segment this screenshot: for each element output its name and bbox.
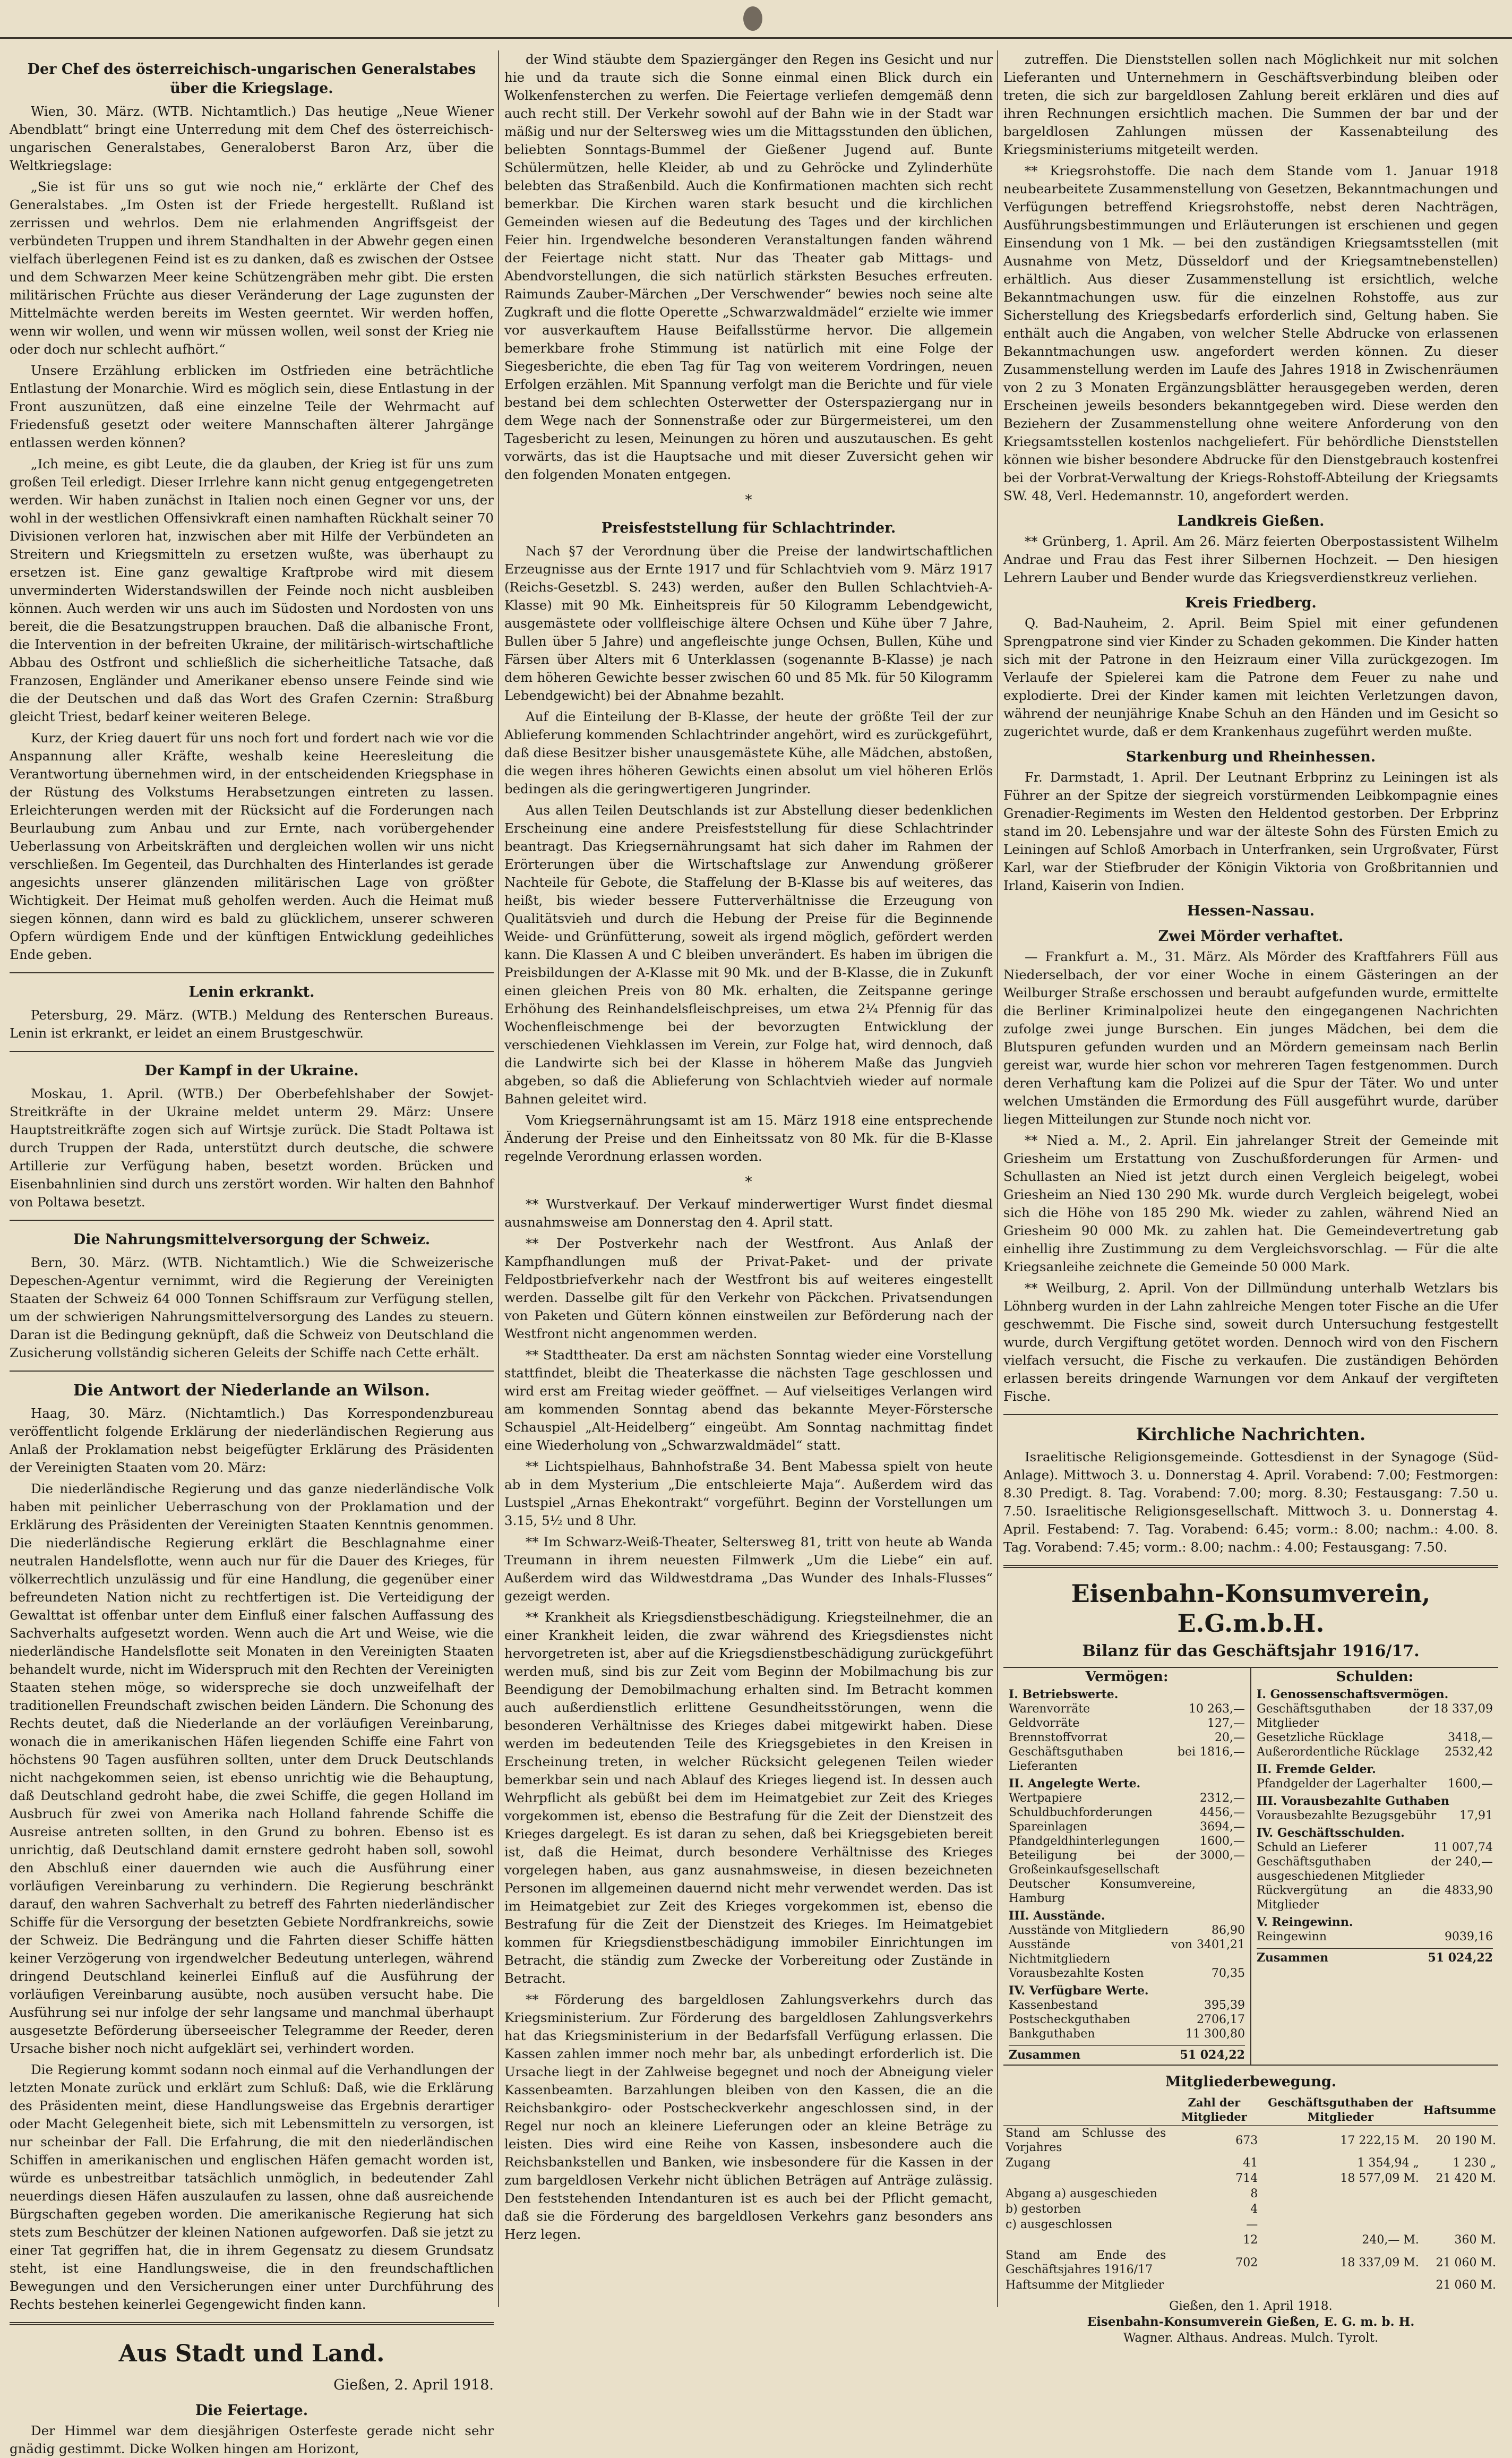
table-cell: Stand am Schlusse des Vorjahres — [1006, 2127, 1166, 2154]
balance-amount: 3401,21 — [1197, 1938, 1245, 1951]
table-row — [1003, 2232, 1498, 2248]
section-divider — [10, 2322, 494, 2325]
paragraph: Bern, 30. März. (WTB. Nichtamtlich.) Wie die Schweizerische Depeschen-Agentur vernimmt, wird die Regierung der Vereinigten Staaten der Schweiz 64 000 Tonnen Schiffsraum zur Verfügung stellen, um der schwierigen Nahrungsmittelversorgung des Landes zu steuern. Daran ist die Bedingung geknüpft, daß die Schweiz von Deutschland die Zusicherung vollständig sicheren Geleits der Schiffe nach Cette erhält. — [10, 1255, 494, 1360]
balance-section-title — [1009, 1777, 1245, 1791]
region-heading: Starkenburg und Rheinhessen. — [1126, 749, 1376, 765]
balance-row — [1009, 1848, 1245, 1906]
balance-label: Pfandgeldhinterlegungen — [1009, 1835, 1160, 1848]
table-cell: 4 — [1250, 2203, 1258, 2216]
table-cell: 1 230 „ — [1453, 2156, 1496, 2170]
balance-label: Gesetzliche Rücklage — [1257, 1731, 1384, 1744]
paragraph: zutreffen. Die Dienststellen sollen nach Möglichkeit nur mit solchen Lieferanten und Unternehmern in Geschäftsverbindung bleiben oder treten, die sich zur bargeldlosen Zahlung bereit erklären und dies auf ihren Rechnungen ersichtlich machen. Die Summen der bar und der bargeldlosen Zahlungen müssen der Kassenabteilung des Kriegsministeriums mitgeteilt werden. — [1003, 52, 1498, 157]
balance-amount: 86,90 — [1212, 1924, 1245, 1937]
balance-label: V. Reingewinn. — [1257, 1915, 1353, 1929]
balance-row — [1257, 1702, 1493, 1731]
column-1 — [10, 50, 494, 2456]
paragraph: Aus allen Teilen Deutschlands ist zur Abstellung dieser bedenklichen Erscheinung eine andere Preisfeststellung für diese Schlachtrinder beantragt. Das Kriegsernährungsamt hat sich daher im Rahmen der Erörterungen über die Wirtschaftslage zur Anwendung größerer Nachteile für Gebote, die Staffelung der B-Klasse bis auf weiteres, das heißt, bis wieder bessere Futterverhältnisse die Erzeugung von Qualitätsvieh und durch die Hebung der Preise für die Beginnende Weide- und Grünfütterung, soweit als irgend möglich, gefördert werden kann. Die Klassen A und C bleiben unverändert. Es haben im übrigen die Preisbildungen der A-Klasse mit 90 Mk. und der B-Klasse, die in Zukunft einen gleichen Preis von 80 Mk. erhalten, die Zeitspanne geringe Erhöhung des Reinhandelsfleischpreises, um etwa 2¼ Pfennig für das Wochenfleischmenge bei der bevorzugten Entwicklung der verschiedenen Viehklassen im Verein, zur Folge hat, wird dennoch, daß die Landwirte sich bei der Klasse in höherem Maße das Jungvieh abgeben, so daß die Ablieferung von Schlachtvieh wieder auf normale Bahnen geleitet wird. — [504, 802, 993, 1107]
balance-row — [1009, 2012, 1245, 2027]
balance-amount: 10 263,— — [1189, 1702, 1245, 1716]
paragraph: Israelitische Religionsgemeinde. Gottesdienst in der Synagoge (Süd-Anlage). Mittwoch 3. u. Donnerstag 4. April. Vorabend: 7.00; Festmorgen: 8.30 Predigt. 8. Tag. Vorabend: 7.00; morg. 8.30; Festausgang: 7.50 u. 7.50. Israelitische Religionsgesellschaft. Mittwoch 3. u. Donnerstag 4. April. Festabend: 7. Tag. Vorabend: 6.45; vorm.: 8.00; nachm.: 4.00. 8. Tag. Vorabend: 7.45; vorm.: 8.00; nachm.: 4.00; Festausgang: 7.50. — [1003, 1449, 1498, 1555]
liabilities-total — [1257, 1948, 1493, 1965]
paragraph: „Ich meine, es gibt Leute, die da glauben, der Krieg ist für uns zum großen Teil erledigt. Dieser Irrlehre kann nicht genug entgegengetreten werden. Wir haben zunächst in Italien noch einen Gegner vor uns, der wohl in der westlichen Offensivkraft einen namhaften Rückhalt seiner 70 Divisionen verloren hat, inzwischen aber mit Hilfe der Verbündeten an Streitern und Kriegsmitteln zu ersetzen wußte, was überhaupt zu ersetzen ist. Eine ganz gewaltige Kraftprobe wird mit diesem unverminderten Widerstandswillen der Feinde noch nicht ausbleiben können. Auch werden wir uns auch im Südosten und Nordosten von uns bereit, die die Besatzungstruppen brauchen. Daß die albanische Front, die Intervention in der befreiten Ukraine, der militärisch-wirtschaftliche Abbau des Ostfront und schließlich die sicherheitliche Tatsache, daß Franzosen, Engländer und Amerikaner ebenso unsere Feinde sind wie die der Deutschen und daß das Wort des Grafen Czernin: Straßburg gleicht Triest, bedarf keiner weiteren Belege. — [10, 456, 494, 724]
ad-divider — [1003, 1565, 1498, 1568]
region-heading: Landkreis Gießen. — [1177, 513, 1325, 529]
table-cell: 1 354,94 „ — [1357, 2156, 1419, 2170]
separator-star: * — [745, 1174, 752, 1190]
balance-label: Schuldbuchforderungen — [1009, 1806, 1153, 1819]
paragraph: ** Nied a. M., 2. April. Ein jahrelanger Streit der Gemeinde mit Griesheim um Erstattung von Zuschußforderungen für Armen- und Schullasten an Nied ist jetzt durch einen Vergleich beigelegt, wobei Griesheim an Nied 130 290 Mk. wurde durch Vergleich beigelegt, wobei sich die Höhe von 185 290 Mk. wieder zu zahlen, während Nied an Griesheim 90 000 Mk. zu zahlen hat. Die Gemeindevertretung gab einhellig ihre Zustimmung zu dem Vergleichsvorschlag. — Für die alte Kriegsanleihe zeichnete die Gemeinde 50 000 Mark. — [1003, 1133, 1498, 1274]
paragraph: Auf die Einteilung der B-Klasse, der heute der größte Teil der zur Ablieferung kommenden Schlachtrinder angehört, wird es zurückgeführt, daß diese Besitzer bisher unausgemästete Kühe, alle Mädchen, abstoßen, die wegen ihres höheren Gewichts einen absolut um viel höheren Erlös bedingen als die geringwertigeren Jungrinder. — [504, 709, 993, 797]
balance-section-title — [1009, 1909, 1245, 1923]
balance-amount: 2532,42 — [1445, 1745, 1493, 1759]
balance-row — [1009, 1938, 1245, 1966]
region-heading: Kreis Friedberg. — [1185, 595, 1317, 611]
liabilities-side — [1250, 1668, 1498, 2065]
balance-amount: 11 007,74 — [1433, 1841, 1493, 1854]
separator-star: * — [745, 492, 752, 508]
liabilities-rows — [1257, 1688, 1493, 1944]
region-heading: Hessen-Nassau. — [1187, 903, 1315, 919]
membership-heading: Mitgliederbewegung. — [1165, 2074, 1337, 2090]
table-row — [1003, 2126, 1498, 2156]
membership-table — [1003, 2094, 1498, 2293]
section-title: Kirchliche Nachrichten. — [1136, 1424, 1366, 1444]
balance-section-title — [1257, 1794, 1493, 1809]
balance-label: Vorausbezahlte Bezugsgebühr — [1257, 1809, 1437, 1822]
article-title: Die Antwort der Niederlande an Wilson. — [73, 1381, 430, 1400]
balance-section-title — [1257, 1826, 1493, 1840]
table-cell: Haftsumme der Mitglieder — [1006, 2279, 1164, 2292]
sign-names: Wagner. Althaus. Andreas. Mulch. Tyrolt. — [1123, 2331, 1379, 2345]
table-cell — [1260, 2202, 1421, 2217]
table-cell: 41 — [1243, 2156, 1258, 2170]
article-title: Der Chef des österreichisch-ungarischen Generalstabes über die Kriegslage. — [27, 61, 476, 97]
paragraph: Nach §7 der Verordnung über die Preise der landwirtschaftlichen Erzeugnisse aus der Ernte 1917 und für Schlachtvieh vom 9. März 1917 (Reichs-Gesetzbl. S. 243) werden, außer den Bullen Schlachtvieh-A-Klasse) mit 90 Mk. Einheitspreis für 50 Kilogramm Lebendgewicht, ausgemästete oder vollfleischige ältere Ochsen und Kühe über 7 Jahre, Bullen über 5 Jahre) und angefleischte junge Ochsen, Bullen, Kühe und Färsen über Alters mit 6 Unterklassen (sogenannte B-Klasse) je nach dem höheren Gewichte besser zwischen 60 und 85 Mk. für 50 Kilogramm Lebendgewicht) bei der Abnahme bezahlt. — [504, 543, 993, 703]
balance-amount: 17,91 — [1459, 1809, 1493, 1822]
balance-row — [1257, 1840, 1493, 1855]
column-header — [1003, 2094, 1168, 2126]
paragraph: Kurz, der Krieg dauert für uns noch fort und fordert nach wie vor die Anspannung aller Kräfte, weshalb keine Heeresleitung die Verantwortung übernehmen wird, in der entscheidenden Kriegsphase in der Rüstung des Volkstums Herabsetzungen eintreten zu lassen. Erleichterungen werden mit der Rücksicht auf die Forderungen nach Beurlaubung zum Anbau und zur Ernte, nach vorübergehender Ueberlassung von Arbeitskräften und dergleichen wollen wir uns nicht verschließen. Im Gegenteil, das Durchhalten des Hinterlandes ist gerade angesichts unserer glänzenden militärischen Lage von größter Wichtigkeit. Der Heimat muß geholfen werden. Auch die Heimat muß siegen können, dann wird es bald zu glücklichem, unserer schweren Opfern würdigem Ende und der künftigen Entwicklung gedeihliches Ende geben. — [10, 730, 494, 962]
balance-label: Ausstände von Mitgliedern — [1009, 1924, 1169, 1937]
signature-block — [1003, 2298, 1498, 2346]
article-title: Die Feiertage. — [195, 2402, 308, 2419]
paragraph: ** Im Schwarz-Weiß-Theater, Seltersweg 81, tritt von heute ab Wanda Treumann in ihrem neuesten Filmwerk „Um die Liebe“ ein auf. Außerdem wird das Wildwestdrama „Das Wunder des Inhals-Flusses“ gezeigt werden. — [504, 1534, 993, 1604]
column-2 — [504, 50, 993, 2307]
balance-label: I. Genossenschaftsvermögen. — [1257, 1688, 1449, 1701]
table-cell: 240,— M. — [1362, 2233, 1419, 2247]
paragraph: Die niederländische Regierung und das ganze niederländische Volk haben mit peinlicher Ueberraschung von der Proklamation und der Erklärung des Präsidenten der Vereinigten Staaten Kenntnis genommen. Die niederländische Regierung erklärt die Beschlagnahme einer neutralen Handelsflotte, wenn auch nur für die Dauer des Krieges, für völkerrechtlich unzulässig und für eine Handlung, die gegenüber einer befreundeten Nation nicht zu rechtfertigen ist. Die Verteidigung der Gewalttat ist offenbar unter dem Einfluß einer falschen Auffassung des Sachverhalts aufgesetzt worden. Wenn auch die Art und Weise, wie die niederländische Handelsflotte seit Monaten in den Vereinigten Staaten behandelt wurde, nicht im Widerspruch mit den Rechten der Vereinigten Staaten stehen möge, so widerspreche sie doch unzweifelhaft der traditionellen Freundschaft zwischen beiden Ländern. Die Schonung des Rechts deutet, daß die Niederlande an der vorläufigen Vereinbarung, wonach die in amerikanischen Häfen liegenden Schiffe eine Fahrt von höchstens 90 Tagen ausführen sollten, unter dem Druck Deutschlands nicht nachgekommen seien, ist ebenso unrichtig wie die Behauptung, daß Deutschland gedroht habe, die zwei Schiffe, die gegen Holland im Ausbruch für zwei von Amerika nach Holland fahrende Schiffe die Ausreise antreten sollten, in den Grund zu bohren. Ebenso ist es unrichtig, daß Deutschland damit ernstere gedroht haben soll, sowohl den Abschluß einer dauernden wie auch die Ausführung einer vorläufigen Vereinbarung zu verhindern. Die Regierung beschränkt darauf, den wahren Sachverhalt zu betreff des Fahrten niederländischer Schiffe für die Versorgung der besetzten Gebiete Nordfrankreichs, sowie der Schweiz. Die Bedrängung und die Fahrten dieser Schiffe hätten keiner Verzögerung von irgendwelcher Bedeutung unterlegen, während dringend Deutschland keinerlei Einfluß auf die Ausführung der vorläufigen Vereinbarung ausübte, noch ausüben versucht habe. Die Ausführung sei nur infolge der sehr langsame und manchmal überhaupt ausgesetzte Beförderung überseeischer Telegramme der Reeder, deren Ursache bisher noch nicht aufgeklärt sei, verhindert worden. — [10, 1481, 494, 2056]
balance-label: Rückvergütung an die Mitglieder — [1257, 1884, 1441, 1912]
balance-amount: 4456,— — [1200, 1806, 1245, 1819]
balance-row — [1009, 1820, 1245, 1834]
paragraph: Petersburg, 29. März. (WTB.) Meldung des Renterschen Bureaus. Lenin ist erkrankt, er leidet an einem Brustgeschwür. — [10, 1007, 494, 1041]
balance-amount: 1816,— — [1200, 1745, 1245, 1759]
balance-row — [1257, 1883, 1493, 1912]
article-title: Zwei Mörder verhaftet. — [1158, 928, 1344, 945]
table-cell — [1421, 2217, 1498, 2232]
column-rule-1 — [498, 50, 499, 2307]
paragraph: ** Krankheit als Kriegsdienstbeschädigung. Kriegsteilnehmer, die an einer Krankheit leiden, die zwar während des Kriegsdienstes nicht hervorgetreten ist, aber auf die Kriegsdienstbeschädigung zurückgeführt werden muß, sind bis zur Zeit vom Beginn der Mobilmachung bis zur Beendigung der Demobilmachung erhalten sind. Im Betracht kommen auch außerdienstlich erlittene Gesundheitsstörungen, wenn die besonderen Verhältnisse des Krieges dabei mitgewirkt haben. Diese werden im bedeutenden Teile des Kriegsgebietes in den Kreisen in Erscheinung treten, in welcher Rücksicht gelegenen Teilen wieder bemerkbar sein und nach Ablauf des Krieges liegend ist. In dessen auch Wehrpflicht als gebüßt bei dem im Heimatgebiet zur Zeit des Krieges vorgekommen ist, ebenso die Bestrafung für die Zeit der Dienstzeit des Krieges dargelegt. Es ist daran zu sehen, daß bei Kriegsgebieten bereit ist, daß die Heimat, durch besondere Verhältnisse des Krieges vorgelegen haben, aus ganz ausnahmsweise, in diesen bezeichneten Personen im allgemeinen dauernd nicht mehr verwendet werden. Das ist im Heimatgebiet zur Zeit des Krieges vorgekommen ist, ebenso die Bestrafung für die Zeit der Dienstzeit des Krieges. Im Heimatgebiet kommen für Kriegsdienstbeschädigung immobiler Einrichtungen im Betracht, die ständig zum Zwecke der Vorbereitung oder Zustände in Betracht. — [504, 1609, 993, 1986]
balance-amount: 3694,— — [1200, 1820, 1245, 1834]
table-cell: 21 060 M. — [1436, 2256, 1496, 2269]
paragraph: Wien, 30. März. (WTB. Nichtamtlich.) Das heutige „Neue Wiener Abendblatt“ bringt eine Unterredung mit dem Chef des österreichisch-ungarischen Generalstabes, Generaloberst Baron Arz, über die Weltkriegslage: — [10, 104, 494, 173]
dateline: Gießen, 2. April 1918. — [333, 2377, 494, 2393]
table-cell: c) ausgeschlossen — [1006, 2218, 1113, 2231]
balance-label: Warenvorräte — [1009, 1702, 1090, 1716]
paragraph: Q. Bad-Nauheim, 2. April. Beim Spiel mit einer gefundenen Sprengpatrone sind vier Kinder zu Schaden gekommen. Die Kinder hatten sich mit der Patrone in den Heizraum einer Villa zurückgezogen. Im Verlaufe der Spielerei kam die Patrone dem Feuer zu nahe und explodierte. Drei der Kinder kamen mit leichten Verletzungen davon, während der neunjährige Knabe Schuh an den Händen und im Gesicht so zugerichtet wurde, daß er dem Krankenhaus zugeführt werden mußte. — [1003, 615, 1498, 739]
ad-title: Eisenbahn-Konsumverein, E.G.m.b.H. — [1071, 1579, 1431, 1638]
balance-amount: 70,35 — [1212, 1967, 1245, 1980]
balance-row — [1257, 1731, 1493, 1745]
assets-side — [1003, 1668, 1250, 2065]
balance-amount: 3418,— — [1448, 1731, 1493, 1744]
balance-label: Reingewinn — [1257, 1930, 1327, 1943]
balance-amount: 3000,— — [1200, 1849, 1245, 1862]
balance-label: I. Betriebswerte. — [1009, 1688, 1119, 1701]
balance-amount: 240,— — [1455, 1855, 1493, 1869]
total-value: 51 024,22 — [1180, 2048, 1245, 2062]
balance-label: II. Angelegte Werte. — [1009, 1777, 1141, 1791]
balance-amount: 395,39 — [1204, 1999, 1245, 2012]
table-cell: 21 060 M. — [1436, 2279, 1496, 2292]
paragraph: Vom Kriegsernährungsamt ist am 15. März 1918 eine entsprechende Änderung der Preise und den Einheitssatz von 80 Mk. für die B-Klasse regelnde Verordnung erlassen worden. — [504, 1112, 993, 1164]
divider — [1003, 1414, 1498, 1415]
column-3 — [1003, 50, 1498, 2345]
table-row — [1003, 2186, 1498, 2202]
balance-section-title — [1257, 1762, 1493, 1777]
paragraph: ** Der Postverkehr nach der Westfront. Aus Anlaß der Kampfhandlungen muß der Privat-Paket- und der private Feldpostbriefverkehr nach der Westfront bis auf weiteres eingestellt werden. Dasselbe gilt für den Verkehr von Päckchen. Privatsendungen von Paketen und Gütern können einstweilen zur Beförderung nach der Westfront nicht angenommen werden. — [504, 1236, 993, 1341]
balance-row — [1009, 1966, 1245, 1981]
balance-amount: 127,— — [1207, 1717, 1245, 1730]
balance-row — [1009, 1745, 1245, 1774]
ad-subtitle: Bilanz für das Geschäftsjahr 1916/17. — [1082, 1642, 1420, 1660]
assets-rows — [1009, 1688, 1245, 2041]
table-cell: b) gestorben — [1006, 2203, 1081, 2216]
column-header: Zahl der Mitglieder — [1168, 2094, 1260, 2126]
balance-label: Beteiligung bei der Großeinkaufsgesellschaft Deutscher Konsumvereine, Hamburg — [1009, 1849, 1196, 1905]
balance-section-title — [1257, 1688, 1493, 1702]
balance-label: Ausstände von Nichtmitgliedern — [1009, 1938, 1193, 1966]
balance-row — [1257, 1777, 1493, 1791]
article-title: Die Nahrungsmittelversorgung der Schweiz. — [73, 1231, 431, 1248]
paragraph: — Frankfurt a. M., 31. März. Als Mörder des Kraftfahrers Füll aus Niederselbach, der vor einer Woche in einem Gästeringen an der Weilburger Straße erschossen und beraubt aufgefunden wurde, ermittelte die Berliner Kriminalpolizei heute den eingegangenen Nachrichten zufolge zwei junge Burschen. Ein junges Mädchen, bei dem die Blutspuren gefunden wurden und an Mördern gemeinsam nach Berlin gereist war, wurde hier schon vor mehreren Tagen festgenommen. Durch deren Verhaftung kam die Polizei auf die Spur der Täter. Wo und unter welchen Umständen die Ermordung des Füll ausgeführt wurde, darüber liegen Mitteilungen zur Stunde noch nicht vor. — [1003, 949, 1498, 1127]
table-cell: 714 — [1235, 2172, 1258, 2185]
table-cell: Zugang — [1006, 2156, 1051, 2170]
balance-label: Postscheckguthaben — [1009, 2013, 1131, 2026]
balance-label: Geldvorräte — [1009, 1717, 1080, 1730]
paragraph: Die Regierung kommt sodann noch einmal auf die Verhandlungen der letzten Monate zurück und erklärt zum Schluß: Daß, wie die Erklärung des Präsidenten meint, diese Handlungsweise das Ergebnis derartiger oder Macht Gelegenheit biete, sich mit Lebensmitteln zu versorgen, ist nur scheinbar der Fall. Die Erfahrung, die mit den niederländischen Schiffen in amerikanischen und englischen Häfen gemacht worden ist, würde es unbestreitbar tatsächlich unmöglich, in bedeutender Zahl neuerdings diesen Häfen auszulaufen zu lassen, ohne daß ausreichende Bürgschaften gegeben worden. Die amerikanische Regierung hat sich stets zum Beschützer der kleinen Nationen aufgeworfen. Daß sie jetzt zu einer Tat gegriffen hat, die in ihrem Gegensatz zu diesem Grundsatz steht, ist eine Handlungsweise, die in den freundschaftlichen Bewegungen und den Versicherungen einer unter Durchführung des Rechts bestehen keinerlei Gegengewicht finden kann. — [10, 2062, 494, 2312]
table-cell: 18 577,09 M. — [1340, 2172, 1419, 2185]
balance-row — [1009, 1702, 1245, 1716]
paragraph: Haag, 30. März. (Nichtamtlich.) Das Korrespondenzbureau veröffentlicht folgende Erklärung der niederländischen Regierung aus Anlaß der Proklamation nebst beigefügter Erklärung des Präsidenten der Vereinigten Staaten vom 20. März: — [10, 1406, 494, 1475]
paragraph: ** Stadttheater. Da erst am nächsten Sonntag wieder eine Vorstellung stattfindet, bleibt die Theaterkasse die nächsten Tage geschlossen und wird erst am Freitag wieder geöffnet. — Auf vielseitiges Verlangen wird am kommenden Sonntag abend das bekannte Meyer-Förstersche Schauspiel „Alt-Heidelberg“ eingeübt. Am Sonntag nachmittag findet eine Wiederholung von „Schwarzwaldmädel“ statt. — [504, 1347, 993, 1453]
balance-label: IV. Geschäftsschulden. — [1257, 1826, 1405, 1840]
column-header: Geschäftsguthaben der Mitglieder — [1260, 2094, 1421, 2126]
balance-row — [1257, 1855, 1493, 1883]
table-cell: 17 222,15 M. — [1340, 2134, 1419, 2147]
paragraph: Der Himmel war dem diesjährigen Osterfeste gerade nicht sehr gnädig gestimmt. Dicke Wolken hingen am Horizont, — [10, 2423, 494, 2456]
top-rule — [0, 37, 1512, 39]
page-damage-mark — [743, 6, 762, 31]
balance-label: II. Fremde Gelder. — [1257, 1762, 1376, 1776]
paragraph: Fr. Darmstadt, 1. April. Der Leutnant Erbprinz zu Leiningen ist als Führer an der Spitze der siegreich vorstürmenden Leibkompagnie eines Grenadier-Regiments im Westen den Heldentod gestorben. Der Erbprinz stand im 20. Lebensjahre und war der älteste Sohn des Fürsten Emich zu Leiningen auf Schloß Amorbach in Unterfranken, sein Urgroßvater, Fürst Karl, war der Stiefbruder der Königin Viktoria von Großbritannien und Irland, Kaiserin von Indien. — [1003, 769, 1498, 893]
balance-label: Vorausbezahlte Kosten — [1009, 1967, 1144, 1980]
table-cell — [1260, 2277, 1421, 2293]
balance-row — [1009, 1716, 1245, 1731]
table-row — [1003, 2217, 1498, 2232]
table-cell — [1260, 2186, 1421, 2202]
table-cell: 20 190 M. — [1436, 2134, 1496, 2147]
table-header-row — [1003, 2094, 1498, 2126]
liabilities-heading: Schulden: — [1336, 1669, 1414, 1685]
table-cell — [1168, 2277, 1260, 2293]
paragraph: ** Wurstverkauf. Der Verkauf minderwertiger Wurst findet diesmal ausnahmsweise am Donnerstag den 4. April statt. — [504, 1196, 993, 1230]
table-cell: 360 M. — [1454, 2233, 1496, 2247]
paragraph: ** Förderung des bargeldlosen Zahlungsverkehrs durch das Kriegsministerium. Zur Förderung des bargeldlosen Zahlungsverkehrs hat das Kriegsministerium in der Bedarfsfall Verfügung erlassen. Die Kassen zahlen immer noch mehr bar, als unbedingt erforderlich ist. Die Ursache liegt in der Zahlweise begegnet und noch der Abneigung vieler Kassenbeamten. Barzahlungen bleiben von den Kassen, die an die Reichsbankgiro- oder Postscheckverkehr angeschlossen sind, in der Regel nur noch an kleinere Lieferungen oder an kleine Beträge zu leisten. Dies wird eine Reihe von Kassen, insbesondere auch die Reichsbankstellen und Banken, wie insbesondere für die Kassen in der zum bargeldlosen Verkehr nicht üblichen Beträgen auf Anträge zulässig. Den feststehenden Intendanturen ist es auch bei der Pflicht gemacht, daß sie die Förderung des bargeldlosen Verkehrs ganz besonders ans Herz legen. — [504, 1992, 993, 2242]
balance-row — [1009, 1805, 1245, 1820]
table-body — [1003, 2126, 1498, 2293]
assets-heading: Vermögen: — [1085, 1669, 1169, 1685]
total-value: 51 024,22 — [1428, 1951, 1493, 1965]
balance-row — [1009, 1791, 1245, 1805]
balance-row — [1009, 2027, 1245, 2041]
balance-row — [1009, 1834, 1245, 1848]
balance-row — [1257, 1809, 1493, 1823]
balance-amount: 11 300,80 — [1185, 2027, 1245, 2041]
table-cell: 12 — [1243, 2233, 1258, 2247]
table-cell: 21 420 M. — [1436, 2172, 1496, 2185]
divider — [10, 1051, 494, 1052]
section-title: Aus Stadt und Land. — [118, 2340, 385, 2367]
balance-amount: 1600,— — [1448, 1777, 1493, 1791]
paragraph: ** Kriegsrohstoffe. Die nach dem Stande vom 1. Januar 1918 neubearbeitete Zusammenstellung von Gesetzen, Bekanntmachungen und Verfügungen betreffend Kriegsrohstoffe, nebst deren Nachträgen, Ausführungsbestimmungen und Erläuterungen ist erschienen und gegen Einsendung von 1 Mk. — bei den zuständigen Kriegsamtsstellen (mit Ausnahme von Metz, Düsseldorf und der Kriegsamtnebenstellen) erhältlich. Aus dieser Zusammenstellung ist ersichtlich, welche Bekanntmachungen usw. für die einzelnen Rohstoffe, aus zur Sicherstellung des Kriegsbedarfs erforderlich sind, Geltung haben. Sie enthält auch die Angaben, von welcher Stelle Abdrucke von erlassenen Bekanntmachungen usw. angefordert werden können. Zu dieser Zusammenstellung werden im Laufe des Jahres 1918 in Zwischenräumen von 2 zu 3 Monaten Ergänzungsblätter herausgegeben werden, deren Erscheinen jeweils besonders bekanntgegeben wird. Diese werden den Beziehern der Zusammenstellung ohne weitere Anforderung von den Kriegsamtsstellen kostenlos nachgeliefert. Für behördliche Dienststellen können wie bisher besondere Abdrucke für den Dienstgebrauch kostenfrei bei der Vorbrat-Verwaltung der Kriegs-Rohstoff-Abteilung der Kriegsamts SW. 48, Verl. Hedemannstr. 10, angefordert werden. — [1003, 163, 1498, 503]
balance-label: Pfandgelder der Lagerhalter — [1257, 1777, 1427, 1791]
balance-amount: 2312,— — [1200, 1792, 1245, 1805]
advertisement — [1003, 1579, 1498, 2346]
balance-label: Schuld an Lieferer — [1257, 1841, 1368, 1854]
divider — [10, 972, 494, 973]
column-rule-2 — [997, 50, 998, 2307]
balance-label: III. Vorausbezahlte Guthaben — [1257, 1794, 1450, 1808]
table-cell: 8 — [1250, 2187, 1258, 2200]
balance-label: Geschäftsguthaben bei Lieferanten — [1009, 1745, 1196, 1773]
balance-row — [1009, 1998, 1245, 2012]
table-cell — [1421, 2186, 1498, 2202]
balance-row — [1009, 1923, 1245, 1938]
column-header: Haftsumme — [1421, 2094, 1498, 2126]
table-cell: 18 337,09 M. — [1340, 2256, 1419, 2269]
balance-label: Außerordentliche Rücklage — [1257, 1745, 1420, 1759]
balance-amount: 20,— — [1215, 1731, 1245, 1744]
paragraph: Unsere Erzählung erblicken im Ostfrieden eine beträchtliche Entlastung der Monarchie. Wird es möglich sein, diese Entlastung in der Front auszunützen, daß eine einzelne Teile der Wehrmacht auf Friedensfuß gesetzt oder weitere Mannschaften älterer Jahrgänge entlassen werden können? — [10, 363, 494, 450]
balance-label: Bankguthaben — [1009, 2027, 1095, 2041]
balance-amount: 2706,17 — [1197, 2013, 1245, 2026]
balance-section-title — [1257, 1915, 1493, 1930]
table-cell — [1003, 2232, 1168, 2248]
table-cell: Stand am Ende des Geschäftsjahres 1916/17 — [1006, 2249, 1166, 2276]
table-cell: Abgang a) ausgeschieden — [1006, 2187, 1157, 2200]
table-cell — [1260, 2217, 1421, 2232]
table-row — [1003, 2171, 1498, 2186]
table-cell — [1421, 2202, 1498, 2217]
table-cell — [1003, 2171, 1168, 2186]
sign-date: Gießen, den 1. April 1918. — [1169, 2299, 1333, 2313]
total-label: Zusammen — [1257, 1951, 1329, 1965]
balance-amount: 9039,16 — [1445, 1930, 1493, 1943]
balance-amount: 4833,90 — [1445, 1884, 1493, 1897]
paragraph: „Sie ist für uns so gut wie noch nie,“ erklärte der Chef des Generalstabes. „Im Osten ist der Friede hergestellt. Rußland ist zerrissen und wehrlos. Dem nie erlahmenden Angriffsgeist der verbündeten Truppen und ihrem Standhalten in der Abwehr gegen einen vielfach überlegenen Feind ist es zu danken, daß es zwischen der Ostsee und dem Schwarzen Meer keine Schützengräben mehr gibt. Die ersten militärischen Früchte aus dieser Veränderung der Lage zugunsten der Mittelmächte werden bereits im Westen geerntet. Wir werden hoffen, wenn wir wollen, und wenn wir müssen wollen, weil sonst der Krieg nie oder doch nur schlecht aufhört.“ — [10, 179, 494, 357]
paragraph: ** Grünberg, 1. April. Am 26. März feierten Oberpostassistent Wilhelm Andrae und Frau das Fest ihrer Silbernen Hochzeit. — Den hiesigen Lehrern Lauber und Bender wurde das Kriegsverdienstkreuz verliehen. — [1003, 534, 1498, 585]
balance-row — [1009, 1731, 1245, 1745]
balance-amount: 18 337,09 — [1433, 1702, 1493, 1716]
paragraph: Moskau, 1. April. (WTB.) Der Oberbefehlshaber der Sowjet-Streitkräfte in der Ukraine meldet unterm 29. März: Unsere Hauptstreitkräfte zogen sich auf Wirtsje zurück. Die Stadt Poltawa ist durch Truppen der Rada, unterstützt durch deutsche, die schwere Artillerie zur Verfügung haben, besetzt worden. Brücken und Eisenbahnlinien sind durch uns zerstört worden. Wir halten den Bahnhof von Poltawa besetzt. — [10, 1086, 494, 1210]
divider — [10, 1220, 494, 1221]
assets-total — [1009, 2045, 1245, 2062]
table-row — [1003, 2248, 1498, 2277]
article-title: Der Kampf in der Ukraine. — [144, 1063, 359, 1079]
balance-label: Wertpapiere — [1009, 1792, 1083, 1805]
balance-section-title — [1009, 1688, 1245, 1702]
balance-sheet — [1003, 1667, 1498, 2066]
table-row — [1003, 2155, 1498, 2171]
balance-label: Brennstoffvorrat — [1009, 1731, 1107, 1744]
balance-label: Kassenbestand — [1009, 1999, 1098, 2012]
article-title: Preisfeststellung für Schlachtrinder. — [601, 520, 896, 536]
balance-row — [1257, 1930, 1493, 1944]
table-row — [1003, 2277, 1498, 2293]
article-body — [10, 102, 494, 964]
paragraph: ** Lichtspielhaus, Bahnhofstraße 34. Bent Mabessa spielt von heute ab in dem Mysterium „Die entschleierte Maja“. Außerdem wird das Lustspiel „Arnas Ehekontrakt“ vorgeführt. Beginn der Vorstellungen um 3.15, 5½ und 8 Uhr. — [504, 1459, 993, 1528]
balance-label: IV. Verfügbare Werte. — [1009, 1984, 1149, 1998]
balance-row — [1257, 1745, 1493, 1759]
paragraph: ** Weilburg, 2. April. Von der Dillmündung unterhalb Wetzlars bis Löhnberg wurden in der Lahn zahlreiche Mengen toter Fische an die Ufer geschwemmt. Die Fische sind, soweit durch Untersuchung festgestellt wurde, durch Vergiftung getötet worden. Dennoch wird von den Fischern vielfach versucht, die Fische zu verkaufen. Die zuständigen Behörden erlassen bereits dringende Warnungen vor dem Ankauf der vergifteten Fische. — [1003, 1280, 1498, 1404]
balance-label: Spareinlagen — [1009, 1820, 1088, 1834]
balance-amount: 1600,— — [1200, 1835, 1245, 1848]
total-label: Zusammen — [1009, 2048, 1081, 2062]
balance-label: Geschäftsguthaben der Mitglieder — [1257, 1702, 1430, 1730]
balance-section-title — [1009, 1984, 1245, 1998]
sign-org: Eisenbahn-Konsumverein Gießen, E. G. m. b. H. — [1087, 2315, 1415, 2329]
table-cell: 702 — [1235, 2256, 1258, 2269]
article-title: Lenin erkrankt. — [188, 984, 315, 1000]
divider — [10, 1371, 494, 1372]
balance-label: III. Ausstände. — [1009, 1909, 1105, 1923]
paragraph: der Wind stäubte dem Spaziergänger den Regen ins Gesicht und nur hie und da traute sich die Sonne einmal einen Blick durch ein Wolkenfensterchen zu werfen. Die Feiertage verliefen demgemäß denn auch recht still. Der Verkehr sowohl auf der Bahn wie in der Stadt war mäßig und nur der Seltersweg wies um die Mittagsstunden den üblichen, beliebten Sonntags-Bummel der Gießener Jugend auf. Bunte Schülermützen, helle Kleider, ab und zu Gehröcke und Zylinderhüte belebten das Straßenbild. Auch die Konfirmationen machten sich recht bemerkbar. Die Kirchen waren stark besucht und die kirchlichen Gemeinden wiesen auf die Bedeutung des Tages und der kirchlichen Feier hin. Irgendwelche besonderen Veranstaltungen fanden während der Feiertage nicht statt. Nur das Theater gab Mittags- und Abendvorstellungen, die sich natürlich stärksten Besuches erfreuten. Raimunds Zauber-Märchen „Der Verschwender“ bewies noch seine alte Zugkraft und die flotte Operette „Schwarzwaldmädel“ erzielte wie immer vor ausverkauftem Hause Beifallsstürme hervor. Die allgemein bemerkbare frohe Stimmung ist natürlich mit eine Folge der Siegesberichte, die eben Tag für Tag von weiterem Vordringen, neuen Erfolgen erzählen. Mit Spannung verfolgt man die Berichte und für viele bestand bei dem schlechten Osterwetter der Osterspaziergang nur in dem Wege nach der Sonnenstraße oder zur Bürgermeisterei, um den Tagesbericht zu lesen, Meinungen zu hören und auszutauschen. Es geht vorwärts, das ist die Hauptsache und mit dieser Zuversicht gehen wir den folgenden Monaten entgegen. — [504, 52, 993, 482]
table-cell: 673 — [1235, 2134, 1258, 2147]
table-cell: — — [1246, 2218, 1258, 2231]
balance-label: Geschäftsguthaben der ausgeschiedenen Mitglieder — [1257, 1855, 1451, 1883]
table-row — [1003, 2202, 1498, 2217]
